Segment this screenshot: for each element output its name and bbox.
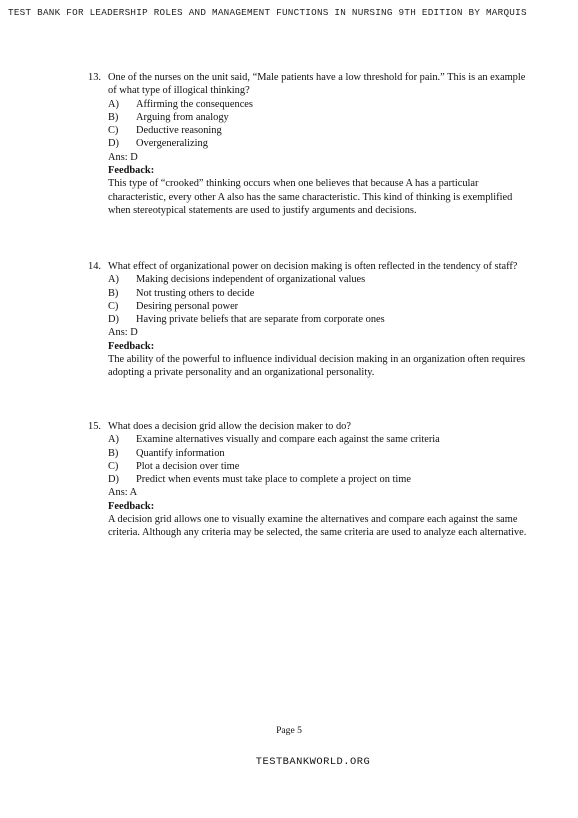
- option-a: A) Making decisions independent of organizational values: [108, 274, 366, 286]
- option-a: A) Affirming the consequences: [108, 98, 253, 110]
- page-number: Page 5: [276, 725, 302, 736]
- question-number: 14.: [88, 261, 101, 272]
- question-stem: One of the nurses on the unit said, “Male patients have a low threshold for pain.” This is an example of what type of illogical thinking?: [108, 72, 526, 97]
- answer: Ans: D: [108, 327, 138, 339]
- option-b: B) Not trusting others to decide: [108, 287, 255, 299]
- question-13: [88, 71, 528, 217]
- answer: Ans: A: [108, 487, 138, 499]
- question-15: [88, 420, 528, 540]
- question-stem: What does a decision grid allow the decision maker to do?: [108, 421, 351, 432]
- feedback-label: Feedback:: [108, 165, 155, 177]
- option-c: C) Deductive reasoning: [108, 125, 222, 137]
- question-stem: What effect of organizational power on decision making is often reflected in the tendency of staff?: [108, 261, 518, 272]
- option-d: D) Overgeneralizing: [108, 138, 208, 150]
- option-b: B) Arguing from analogy: [108, 111, 229, 123]
- option-c: C) Plot a decision over time: [108, 460, 240, 472]
- option-c: C) Desiring personal power: [108, 300, 239, 312]
- feedback-text: The ability of the powerful to influence individual decision making in an organization often requires adopting a private personality and an organizational personality.: [108, 354, 526, 379]
- running-header: TEST BANK FOR LEADERSHIP ROLES AND MANAGEMENT FUNCTIONS IN NURSING 9TH EDITION BY MARQUIS: [8, 7, 527, 18]
- question-number: 15.: [88, 421, 101, 432]
- option-b: B) Quantify information: [108, 447, 225, 459]
- feedback-label: Feedback:: [108, 340, 155, 352]
- question-14: [88, 260, 528, 380]
- site-watermark: TESTBANKWORLD.ORG: [255, 756, 371, 768]
- question-number: 13.: [88, 72, 101, 83]
- option-d: D) Having private beliefs that are separate from corporate ones: [108, 314, 385, 326]
- answer: Ans: D: [108, 151, 138, 163]
- feedback-label: Feedback:: [108, 500, 155, 512]
- option-a: A) Examine alternatives visually and compare each against the same criteria: [108, 434, 440, 446]
- option-d: D) Predict when events must take place to complete a project on time: [108, 474, 411, 486]
- feedback-text: A decision grid allows one to visually examine the alternatives and compare each against the same criteria. Although any criteria may be selected, the same criteria are used to analyze each alternative.: [108, 514, 527, 539]
- feedback-text: This type of “crooked” thinking occurs when one believes that because A has a particular characteristic, every other A also has the same characteristic. This kind of thinking is exemplified when stereotypical statements are used to justify arguments and decisions.: [108, 178, 513, 216]
